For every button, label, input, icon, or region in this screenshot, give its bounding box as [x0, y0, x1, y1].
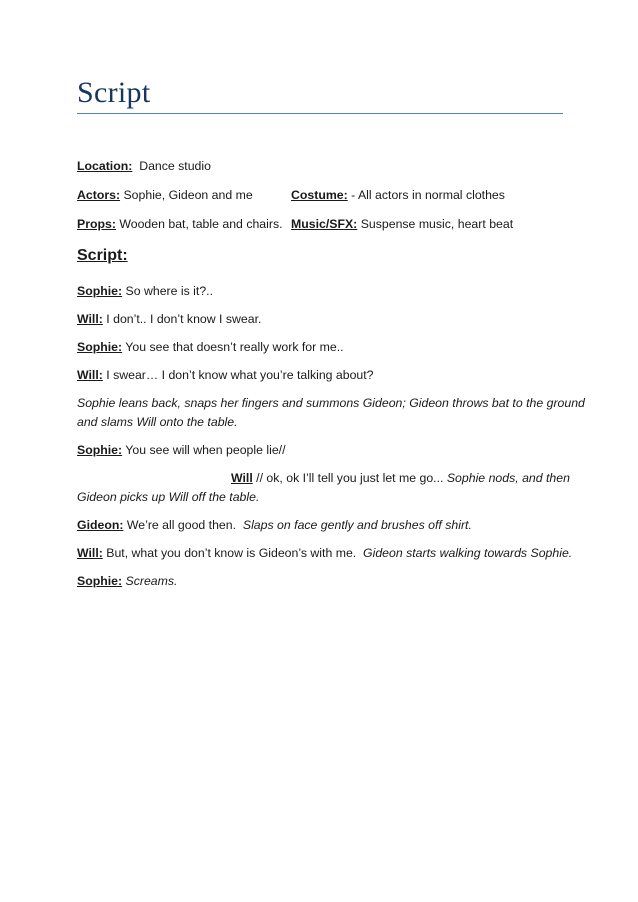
stage-direction: Sophie nods, and then [446, 471, 570, 485]
stage-direction: Gideon picks up Will off the table. [77, 490, 260, 504]
script-line [77, 574, 177, 589]
music-value: Suspense music, heart beat [360, 217, 514, 231]
dialogue: I swear… I don’t know what you’re talking about? [106, 368, 374, 382]
stage-direction: Slaps on face gently and brushes off shirt. [242, 518, 472, 532]
costume-value: - All actors in normal clothes [351, 188, 505, 202]
costume-label: Costume: [291, 188, 348, 202]
speaker: Will: [77, 312, 103, 326]
script-heading: Script: [77, 247, 128, 264]
script-line [77, 443, 286, 458]
dialogue: But, what you don’t know is Gideon’s with me. [106, 546, 357, 560]
speaker: Will: [77, 546, 103, 560]
stage-direction: Sophie leans back, snaps her fingers and summons Gideon; Gideon throws bat to the ground [77, 396, 585, 410]
dialogue: I don’t.. I don’t know I swear. [106, 312, 262, 326]
speaker: Gideon: [77, 518, 124, 532]
actors-costume-line [77, 188, 557, 203]
location-line [77, 159, 211, 174]
title-underline [77, 113, 563, 114]
speaker: Will [231, 471, 253, 485]
script-line [77, 546, 572, 561]
script-line [231, 471, 570, 486]
props-value: Wooden bat, table and chairs. [119, 217, 283, 231]
script-line [77, 312, 261, 327]
actors-value: Sophie, Gideon and me [123, 188, 253, 202]
speaker: Sophie: [77, 574, 123, 588]
speaker: Sophie: [77, 284, 123, 298]
props-music-line [77, 217, 557, 232]
script-line [77, 368, 374, 383]
stage-direction: and slams Will onto the table. [77, 415, 238, 429]
dialogue: You see will when people lie// [125, 443, 286, 457]
music-cell [291, 217, 513, 232]
location-value: Dance studio [139, 159, 211, 173]
props-label: Props: [77, 217, 116, 231]
stage-direction: Screams. [125, 574, 178, 588]
speaker: Sophie: [77, 340, 123, 354]
page-title: Script [77, 76, 151, 109]
location-label: Location: [77, 159, 133, 173]
dialogue: You see that doesn’t really work for me.. [125, 340, 344, 354]
dialogue: // ok, ok I’ll tell you just let me go... [256, 471, 444, 485]
costume-cell [291, 188, 505, 203]
script-line [77, 284, 213, 299]
dialogue: So where is it?.. [125, 284, 213, 298]
music-label: Music/SFX: [291, 217, 358, 231]
script-line [77, 340, 344, 355]
actors-label: Actors: [77, 188, 121, 202]
script-line [77, 518, 472, 533]
dialogue: We’re all good then. [126, 518, 237, 532]
stage-direction: Gideon starts walking towards Sophie. [363, 546, 573, 560]
speaker: Sophie: [77, 443, 123, 457]
speaker: Will: [77, 368, 103, 382]
